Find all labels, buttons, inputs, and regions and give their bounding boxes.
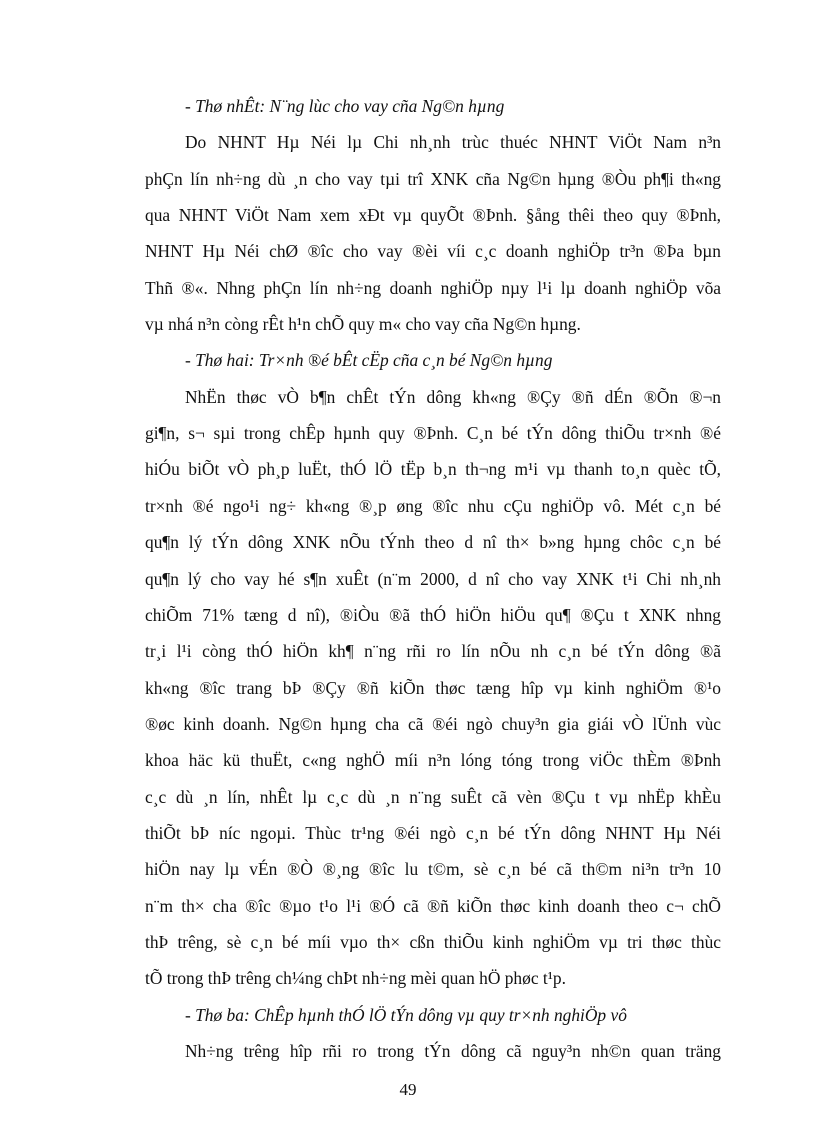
paragraph-line: tr¸i l¹i còng thÓ hiÖn kh¶ n¨ng rñi ro lín nÕu nh c¸n bé tÝn dông ®ã xyxy=(145,641,721,661)
paragraph-line: n¨m th× cha ®îc ®µo t¹o l¹i ®Ó cã ®ñ kiÕn thøc kinh doanh theo c¬ chÕ xyxy=(145,896,721,916)
paragraph-line: Thñ ®«. Nhng phÇn lín nh÷ng doanh nghiÖp nµy l¹i lµ doanh nghiÖp võa xyxy=(145,278,721,298)
paragraph-line: gi¶n, s¬ sµi trong chÊp hµnh quy ®Þnh. C¸n bé tÝn dông thiÕu tr×nh ®é xyxy=(145,423,721,443)
section-heading: - Thø ba: ChÊp hµnh thÓ lÖ tÝn dông vµ quy tr×nh nghiÖp vô xyxy=(185,1005,627,1025)
section-heading: - Thø hai: Tr×nh ®é bÊt cËp cña c¸n bé Ng©n hµng xyxy=(185,350,553,370)
paragraph-line: kh«ng ®îc trang bÞ ®Çy ®ñ kiÕn thøc tæng hîp vµ kinh nghiÖm ®¹o xyxy=(145,678,721,698)
section-heading: - Thø nhÊt: N¨ng lùc cho vay cña Ng©n hµng xyxy=(185,96,505,116)
paragraph-line: thiÕt bÞ níc ngoµi. Thùc tr¹ng ®éi ngò c¸n bé tÝn dông NHNT Hµ Néi xyxy=(145,823,721,843)
paragraph-line: tÕ trong thÞ trêng ch¼ng chÞt nh÷ng mèi quan hÖ phøc t¹p. xyxy=(145,968,566,988)
paragraph-line: Do NHNT Hµ Néi lµ Chi nh¸nh trùc thuéc NHNT ViÖt Nam n³n xyxy=(185,132,721,152)
paragraph-line: hiÖn nay lµ vÉn ®Ò ®¸ng ®îc lu t©m, sè c¸n bé cã th©m ni³n tr³n 10 xyxy=(145,859,721,879)
page-number: 49 xyxy=(399,1080,417,1099)
paragraph-line: thÞ trêng, sè c¸n bé míi vµo th× cßn thiÕu kinh nghiÖm vµ tri thøc thùc xyxy=(145,932,721,952)
paragraph-line: Nh÷ng trêng hîp rñi ro trong tÝn dông cã nguy³n nh©n quan träng xyxy=(185,1041,721,1061)
paragraph-line: qua NHNT ViÖt Nam xem xÐt vµ quyÕt ®Þnh. §ång thêi theo quy ®Þnh, xyxy=(145,205,721,225)
paragraph-line: vµ nhá n³n còng rÊt h¹n chÕ quy m« cho vay cña Ng©n hµng. xyxy=(145,314,581,334)
paragraph-line: hiÓu biÕt vÒ ph¸p luËt, thÓ lÖ tËp b¸n th¬ng m¹i vµ thanh to¸n quèc tÕ, xyxy=(145,459,721,479)
paragraph-line: phÇn lín nh÷ng dù ¸n cho vay tµi trî XNK cña Ng©n hµng ®Òu ph¶i th«ng xyxy=(145,169,721,189)
paragraph-line: c¸c dù ¸n lín, nhÊt lµ c¸c dù ¸n n¨ng suÊt cã vèn ®Çu t vµ nhËp khÈu xyxy=(145,787,721,807)
paragraph-line: qu¶n lý tÝn dông XNK nÕu tÝnh theo d nî th× b»ng hµng chôc c¸n bé xyxy=(145,532,721,552)
paragraph-line: khoa häc kü thuËt, c«ng nghÖ míi n³n lóng tóng trong viÖc thÈm ®Þnh xyxy=(145,750,721,770)
paragraph-line: NHNT Hµ Néi chØ ®îc cho vay ®èi víi c¸c doanh nghiÖp tr³n ®Þa bµn xyxy=(145,241,721,261)
paragraph-line: NhËn thøc vÒ b¶n chÊt tÝn dông kh«ng ®Çy ®ñ dÉn ®Õn ®¬n xyxy=(185,387,721,407)
paragraph-line: chiÕm 71% tæng d nî), ®iÒu ®ã thÓ hiÖn hiÖu qu¶ ®Çu t XNK nhng xyxy=(145,605,721,625)
paragraph-line: qu¶n lý cho vay hé s¶n xuÊt (n¨m 2000, d nî cho vay XNK t¹i Chi nh¸nh xyxy=(145,569,721,589)
paragraph-line: ®øc kinh doanh. Ng©n hµng cha cã ®éi ngò chuy³n gia giái vÒ lÜnh vùc xyxy=(145,714,721,734)
paragraph-line: tr×nh ®é ngo¹i ng÷ kh«ng ®¸p øng ®îc nhu cÇu nghiÖp vô. Mét c¸n bé xyxy=(145,496,721,516)
